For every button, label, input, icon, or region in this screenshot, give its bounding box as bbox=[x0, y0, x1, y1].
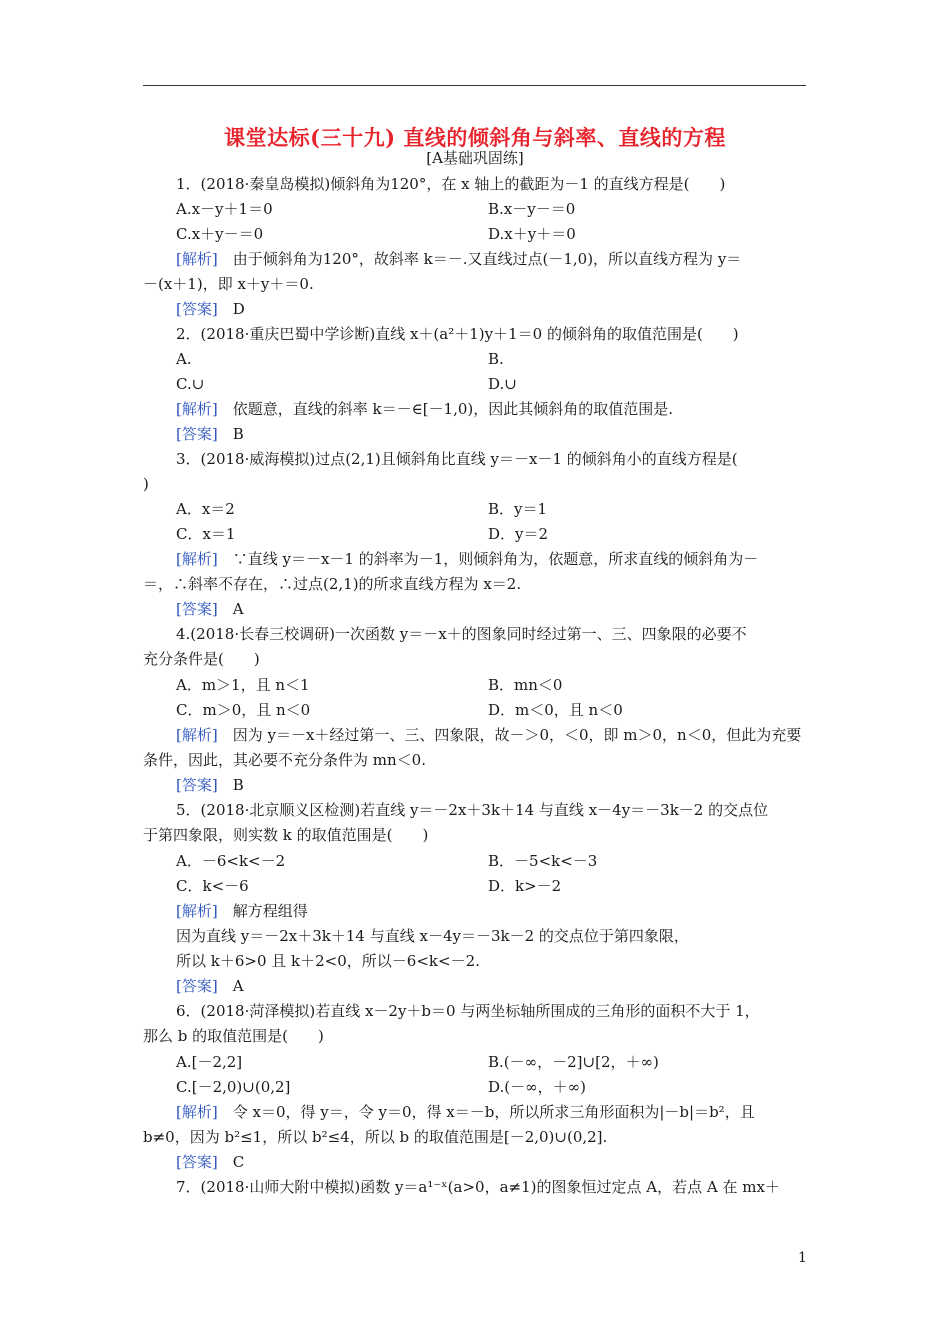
q1-option-c: C.x＋y－＝0 bbox=[176, 225, 264, 243]
q6-option-b: B.(－∞，－2]∪[2，＋∞) bbox=[488, 1053, 659, 1071]
q5-analysis-line2: 因为直线 y＝－2x＋3k＋14 与直线 x－4y＝－3k－2 的交点位于第四象限， bbox=[176, 927, 689, 945]
q3-option-a: A．x＝2 bbox=[176, 500, 235, 518]
q1-option-b: B.x－y－＝0 bbox=[488, 200, 576, 218]
q3-option-c: C．x＝1 bbox=[176, 525, 236, 543]
answer-tag: [答案] bbox=[176, 300, 218, 318]
analysis-tag: [解析] bbox=[176, 250, 218, 268]
analysis-tag: [解析] bbox=[176, 902, 218, 920]
q4-stem-cont: 充分条件是( ) bbox=[143, 650, 260, 668]
q4-option-d: D．m＜0，且 n＜0 bbox=[488, 701, 623, 719]
q1-option-d: D.x＋y＋＝0 bbox=[488, 225, 576, 243]
q2-option-c: C.∪ bbox=[176, 375, 205, 393]
q4-answer: [答案] B bbox=[176, 776, 244, 794]
q4-analysis: [解析] 因为 y＝－x＋经过第一、三、四象限，故－＞0，＜0，即 m＞0，n＜0，但此为充要 bbox=[176, 726, 802, 744]
q5-stem-cont: 于第四象限，则实数 k 的取值范围是( ) bbox=[143, 826, 429, 844]
q5-stem: 5．(2018·北京顺义区检测)若直线 y＝－2x＋3k＋14 与直线 x－4y＝－3k－2 的交点位 bbox=[176, 801, 769, 819]
q3-stem: 3．(2018·威海模拟)过点(2,1)且倾斜角比直线 y＝－x－1 的倾斜角小的直线方程是( bbox=[176, 450, 738, 468]
q1-option-a: A.x－y＋1＝0 bbox=[176, 200, 273, 218]
q6-option-d: D.(－∞，＋∞) bbox=[488, 1078, 586, 1096]
q2-option-a: A. bbox=[176, 350, 192, 368]
q6-stem: 6．(2018·菏泽模拟)若直线 x－2y＋b＝0 与两坐标轴所围成的三角形的面积不大于 1， bbox=[176, 1002, 760, 1020]
q1-analysis: [解析] 由于倾斜角为120°，故斜率 k＝－.又直线过点(－1,0)，所以直线方程为 y＝ bbox=[176, 250, 742, 268]
q4-analysis-cont: 条件，因此，其必要不充分条件为 mn＜0. bbox=[143, 751, 426, 769]
q6-option-c: C.[－2,0)∪(0,2] bbox=[176, 1078, 291, 1096]
answer-tag: [答案] bbox=[176, 425, 218, 443]
q4-option-c: C．m＞0，且 n＜0 bbox=[176, 701, 311, 719]
q5-analysis-line3: 所以 k＋6>0 且 k＋2<0，所以－6<k<－2. bbox=[176, 952, 480, 970]
q3-stem-cont: ) bbox=[143, 475, 149, 493]
q7-stem: 7．(2018·山师大附中模拟)函数 y＝a¹⁻ˣ(a>0，a≠1)的图象恒过定点 A，若点 A 在 mx＋ bbox=[176, 1178, 780, 1196]
q4-option-b: B．mn＜0 bbox=[488, 676, 563, 694]
q2-stem: 2．(2018·重庆巴蜀中学诊断)直线 x＋(a²＋1)y＋1＝0 的倾斜角的取值范围是( ) bbox=[176, 325, 739, 343]
header-rule bbox=[143, 85, 806, 86]
analysis-tag: [解析] bbox=[176, 726, 218, 744]
answer-tag: [答案] bbox=[176, 600, 218, 618]
answer-tag: [答案] bbox=[176, 1153, 218, 1171]
q5-analysis: [解析] 解方程组得 bbox=[176, 902, 308, 920]
q3-option-b: B．y＝1 bbox=[488, 500, 548, 518]
q6-option-a: A.[－2,2] bbox=[176, 1053, 243, 1071]
q5-option-a: A．－6<k<－2 bbox=[176, 852, 286, 870]
answer-tag: [答案] bbox=[176, 977, 218, 995]
analysis-tag: [解析] bbox=[176, 400, 218, 418]
page-number: 1 bbox=[798, 1250, 807, 1266]
q3-answer: [答案] A bbox=[176, 600, 244, 618]
page-title: 课堂达标(三十九) 直线的倾斜角与斜率、直线的方程 bbox=[224, 125, 726, 150]
q1-stem: 1．(2018·秦皇岛模拟)倾斜角为120°，在 x 轴上的截距为－1 的直线方程是( ) bbox=[176, 175, 726, 193]
q5-answer: [答案] A bbox=[176, 977, 244, 995]
q6-analysis: [解析] 令 x＝0，得 y＝，令 y＝0，得 x＝－b，所以所求三角形面积为|－b|＝b²，且 bbox=[176, 1103, 755, 1121]
q3-analysis: [解析] ∵直线 y＝－x－1 的斜率为－1，则倾斜角为，依题意，所求直线的倾斜角为－ bbox=[176, 550, 759, 568]
q5-option-c: C．k<－6 bbox=[176, 877, 249, 895]
q2-option-d: D.∪ bbox=[488, 375, 517, 393]
q5-option-d: D．k>－2 bbox=[488, 877, 562, 895]
q2-analysis: [解析] 依题意，直线的斜率 k＝－∈[－1,0)，因此其倾斜角的取值范围是. bbox=[176, 400, 674, 418]
q3-option-d: D．y＝2 bbox=[488, 525, 549, 543]
q4-option-a: A．m＞1，且 n＜1 bbox=[176, 676, 310, 694]
q3-analysis-cont: ＝，∴斜率不存在，∴过点(2,1)的所求直线方程为 x＝2. bbox=[143, 575, 522, 593]
section-label: [A基础巩固练] bbox=[426, 149, 524, 167]
analysis-tag: [解析] bbox=[176, 550, 218, 568]
q6-analysis-cont: b≠0，因为 b²≤1，所以 b²≤4，所以 b 的取值范围是[－2,0)∪(0,2]. bbox=[143, 1128, 608, 1146]
analysis-tag: [解析] bbox=[176, 1103, 218, 1121]
q6-stem-cont: 那么 b 的取值范围是( ) bbox=[143, 1027, 324, 1045]
q1-analysis-cont: －(x＋1)，即 x＋y＋＝0. bbox=[143, 275, 314, 293]
q2-answer: [答案] B bbox=[176, 425, 244, 443]
answer-tag: [答案] bbox=[176, 776, 218, 794]
q2-option-b: B. bbox=[488, 350, 504, 368]
q5-option-b: B．－5<k<－3 bbox=[488, 852, 598, 870]
q6-answer: [答案] C bbox=[176, 1153, 245, 1171]
q1-answer: [答案] D bbox=[176, 300, 245, 318]
q4-stem: 4.(2018·长春三校调研)一次函数 y＝－x＋的图象同时经过第一、三、四象限的必要不 bbox=[176, 625, 747, 643]
